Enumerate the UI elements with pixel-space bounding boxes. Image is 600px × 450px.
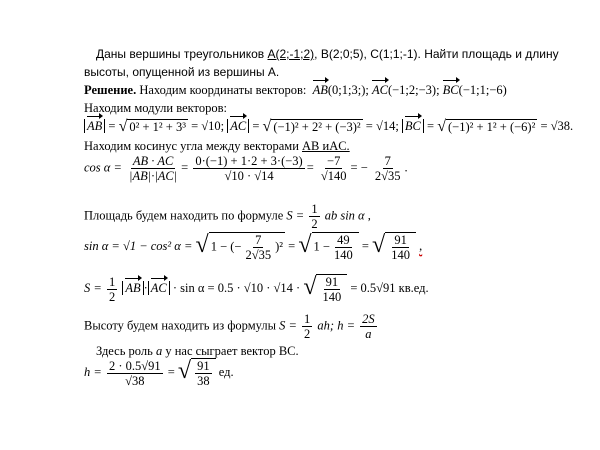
s-half-den: 2 — [108, 289, 116, 304]
mod-ab-val: = √10; — [191, 119, 225, 133]
solution-label: Решение. — [84, 83, 137, 97]
role-text-pre: Здесь роль — [96, 344, 156, 358]
area-frac-num: 1 — [311, 202, 318, 216]
h-half-den: 2 — [304, 327, 311, 341]
s-line: S = $\frac{1}{2}$ AB · AC · sin α = 0.5 · √10 · √14 · √ $\frac{91}{140}$ = 0.5√91 кв.ед. — [84, 274, 429, 304]
role-line — [96, 343, 299, 359]
problem-rest: , B(2;0;5), C(1;1;-1). Найти площадь и длину — [314, 47, 559, 61]
sin-rad3-num: 91 — [394, 233, 407, 247]
cos-f1-num: AB · AC — [132, 154, 174, 168]
sin-rad2-num: 49 — [337, 233, 350, 247]
mod-bc-rad: (−1)² + 1² + (−6)² — [448, 120, 536, 135]
sin-line: sin α = √1 − cos² α = √ 1 − (− $\frac{7}{2√35}$ )² = √ 1 − $\frac{49}{140}$ = √ $\frac{91}{140}$ , — [84, 232, 423, 262]
s-rad-den: 140 — [322, 290, 342, 304]
problem-line-1 — [96, 46, 559, 62]
h-lhs: h = — [84, 364, 102, 379]
sin-rad3-den: 140 — [391, 248, 410, 262]
problem-intro: Даны вершины треугольников — [96, 47, 268, 61]
cos-f4-num: 7 — [384, 154, 391, 168]
mod-ab-rad: 0² + 1² + 3³ — [129, 120, 186, 135]
cos-f1-den: |AB|·|AC| — [129, 169, 178, 183]
h-formula-mid: ah; h = — [317, 318, 356, 333]
coords-text: Находим координаты векторов: — [136, 83, 307, 97]
cos-f3-num: −7 — [327, 154, 341, 168]
modules-line: AB = √ 0² + 1² + 3³ = √10; AC = √ (−1)² + 2² + (−3)² = √14; BC = √ (−1)² + 1² + (−6)² = √38. — [84, 118, 573, 135]
mod-ac-val: = √14; — [365, 119, 399, 133]
vec-ac: AC — [371, 83, 388, 97]
sin-rad1-post: )² — [275, 239, 284, 254]
cos-f4-den: 2√35 — [374, 169, 401, 183]
s-half-num: 1 — [108, 274, 116, 289]
modules-text: Находим модули векторов: — [84, 101, 227, 115]
sin-rad1-num: 7 — [255, 233, 262, 247]
area-formula-rhs: ab sin α , — [324, 208, 371, 223]
h-frac-den: a — [365, 327, 372, 341]
area-formula-lhs: S = — [286, 208, 305, 223]
sin-rad1-pre: 1 − (− — [210, 239, 242, 254]
sin-rad2-den: 140 — [333, 248, 353, 262]
cos-formula: cos α = $\frac{AB \cdot AC}{|AB|\cdot|AC|}$ = $\frac{0\cdot(-1) + 1\cdot 2 + 3\cdot(-3)}{√10 \cdot √14}$ = $\frac{-7}{√140}$ = − $\frac{7}{2√35}$ . — [84, 154, 408, 183]
cos-f2-den: √10 · √14 — [224, 169, 274, 183]
area-frac-den: 2 — [311, 217, 318, 231]
vec-ab: AB — [312, 83, 328, 97]
s-lhs: S = — [84, 280, 102, 295]
h-num: 2 · 0.5√91 — [108, 358, 161, 373]
mod-bc-val: = √38. — [540, 119, 574, 133]
height-text: Высоту будем находить из формулы — [84, 318, 280, 333]
s-result: = 0.5√91 кв.ед. — [350, 280, 429, 295]
h-den: √38 — [125, 373, 145, 388]
s-mid: · sin α = 0.5 · √10 · √14 · — [172, 280, 301, 295]
cos-vectors: AB иAC. — [302, 139, 350, 153]
h-formula: S = — [279, 318, 297, 333]
role-text-post: у нас сыграет вектор BC. — [162, 344, 299, 358]
vec-bc: BC — [442, 83, 459, 97]
cos-text-line — [84, 138, 350, 154]
h-eq: = — [167, 364, 175, 379]
area-text: Площадь будем находить по формуле — [84, 208, 287, 223]
s-rad-num: 91 — [325, 275, 339, 289]
cos-f3-den: √140 — [320, 169, 347, 183]
h-unit: ед. — [218, 364, 234, 379]
area-line — [84, 202, 371, 231]
sin-rad2-pre: 1 − — [313, 239, 330, 254]
h-final: h = $\frac{2 \cdot 0.5√91}{√38}$ = √ $\frac{91}{38}$ ед. — [84, 358, 234, 388]
cos-f2-num: 0·(−1) + 1·2 + 3·(−3) — [195, 154, 303, 168]
problem-line-2: высоты, опущенной из вершины A. — [84, 65, 280, 79]
height-line — [84, 312, 379, 341]
vec-bc-coords: (−1;1;−6) — [458, 83, 507, 97]
cos-lhs: cos α = — [84, 160, 122, 175]
mod-ac-rad: (−1)² + 2² + (−3)² — [273, 120, 361, 135]
sin-rad1-den: 2√35 — [245, 248, 272, 262]
h-frac-num: 2S — [362, 312, 375, 326]
vertex-a: A(2;-1;2) — [267, 47, 315, 61]
vec-ab-coords: (0;1;3;); — [327, 83, 369, 97]
sin-lhs: sin α = √1 − cos² α = — [84, 238, 193, 253]
h-rad-num: 91 — [197, 359, 210, 373]
vec-ac-coords: (−1;2;−3); — [387, 83, 440, 97]
h-rad-den: 38 — [197, 374, 210, 388]
cos-text: Находим косинус угла между векторами — [84, 139, 303, 153]
role-var: a — [155, 344, 163, 358]
h-half-num: 1 — [304, 312, 311, 326]
coords-line — [84, 82, 507, 98]
